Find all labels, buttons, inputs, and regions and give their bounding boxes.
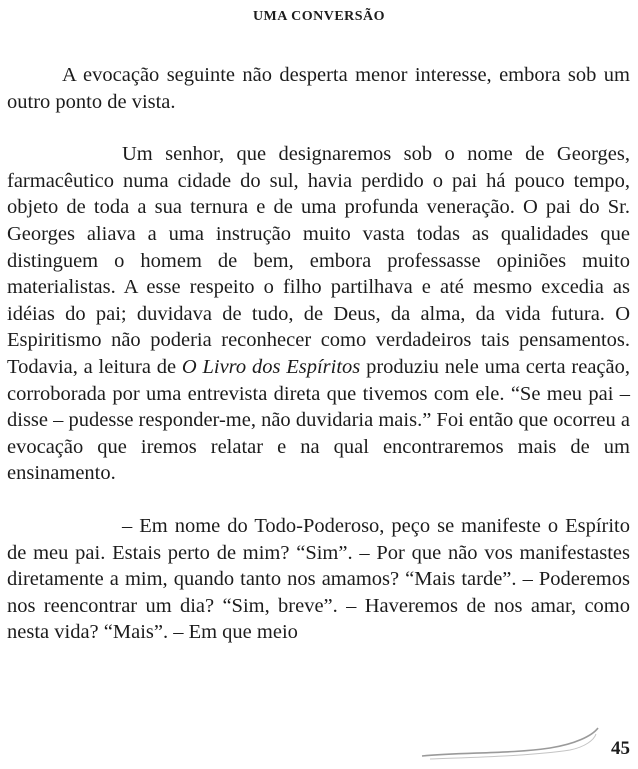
paragraph-gap	[7, 115, 630, 141]
decorative-swoosh-icon	[420, 722, 600, 762]
paragraph-intro: A evocação seguinte não desperta menor interesse, embora sob um outro ponto de vista.	[7, 64, 630, 113]
page-number: 45	[611, 738, 630, 759]
paragraph-gap	[7, 487, 630, 513]
book-title: O Livro dos Espíritos	[181, 355, 361, 378]
narrative-text-part-1: Um senhor, que designaremos sob o nome de Georges, farmacêutico numa cidade do sul, havia perdido o pai há pouco tempo, objeto de toda a sua ternura e de uma profunda veneração. O pai do Sr. Georges aliava a uma instrução muito vasta todas as qualidades que distinguem o homem de bem, embora professasse opiniões muito materialistas. A esse respeito o filho partilhava e até mesmo excedia as idéias do pai; duvidava de tudo, de Deus, da alma, da vida futura. O Espiritismo não poderia reconhecer como verdadeiros tais pensamentos. Todavia, a leitura de	[7, 143, 630, 378]
narrative-text-part-2: produziu nele uma certa reação, corroborada por uma entrevista direta que tivemos com ele. “Se meu pai – disse – pudesse responder-me, não duvidaria mais.” Foi então que ocorreu a evocação que iremos relatar e na qual encontraremos mais de um ensinamento.	[7, 355, 630, 485]
running-header: UMA CONVERSÃO	[252, 9, 386, 24]
body-text	[7, 62, 630, 646]
paragraph-narrative	[7, 141, 630, 487]
paragraph-dialogue: – Em nome do Todo-Poderoso, peço se manifeste o Espírito de meu pai. Estais perto de mim? “Sim”. – Por que não vos manifestastes diretamente a mim, quando tanto nos amamos? “Mais tarde”. – Poderemos nos reencontrar um dia? “Sim, breve”. – Haveremos de nos amar, como nesta vida? “Mais”. – Em que meio	[7, 514, 630, 644]
